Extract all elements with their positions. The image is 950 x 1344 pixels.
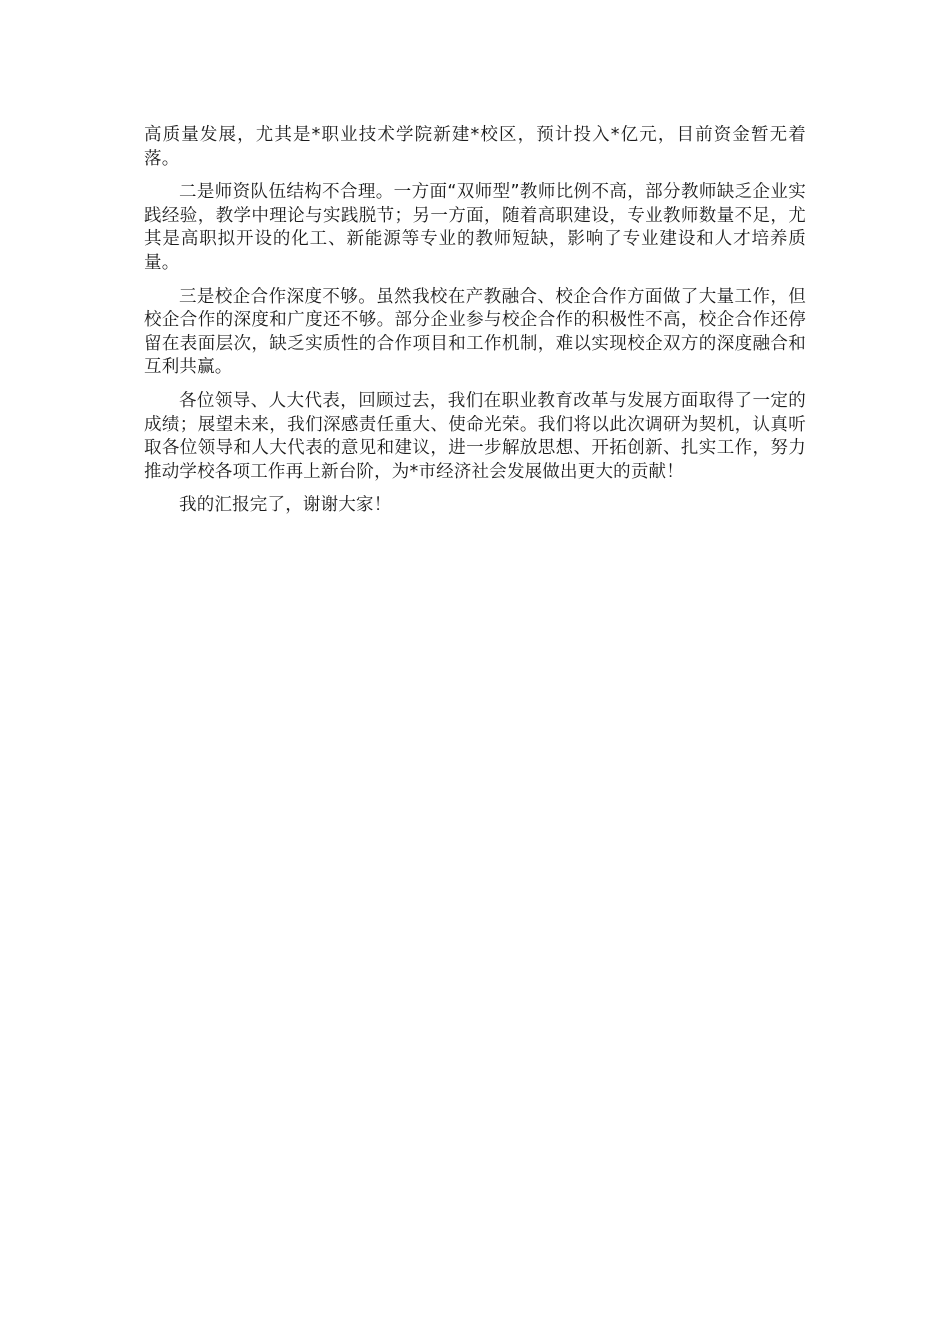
paragraph-continuation: 高质量发展，尤其是*职业技术学院新建*校区，预计投入*亿元，目前资金暂无着落。 (144, 125, 806, 169)
paragraph-teacher-structure: 二是师资队伍结构不合理。一方面“双师型”教师比例不高，部分教师缺乏企业实践经验，教学中理论与实践脱节；另一方面，随着高职建设，专业教师数量不足，尤其是高职拟开设的化工、新能源等专业的教师短缺，影响了专业建设和人才培养质量。 (144, 182, 806, 273)
paragraph-thanks: 我的汇报完了，谢谢大家！ (179, 495, 392, 516)
document-body (144, 124, 806, 528)
paragraph-closing-remarks: 各位领导、人大代表，回顾过去，我们在职业教育改革与发展方面取得了一定的成绩；展望未来，我们深感责任重大、使命光荣。我们将以此次调研为契机，认真听取各位领导和人大代表的意见和建议，进一步解放思想、开拓创新、扎实工作，努力推动学校各项工作再上新台阶，为*市经济社会发展做出更大的贡献！ (144, 390, 806, 482)
paragraph-school-enterprise-cooperation: 三是校企合作深度不够。虽然我校在产教融合、校企合作方面做了大量工作，但校企合作的深度和广度还不够。部分企业参与校企合作的积极性不高，校企合作还停留在表面层次，缺乏实质性的合作项目和工作机制，难以实现校企双方的深度融合和互利共赢。 (144, 286, 806, 378)
